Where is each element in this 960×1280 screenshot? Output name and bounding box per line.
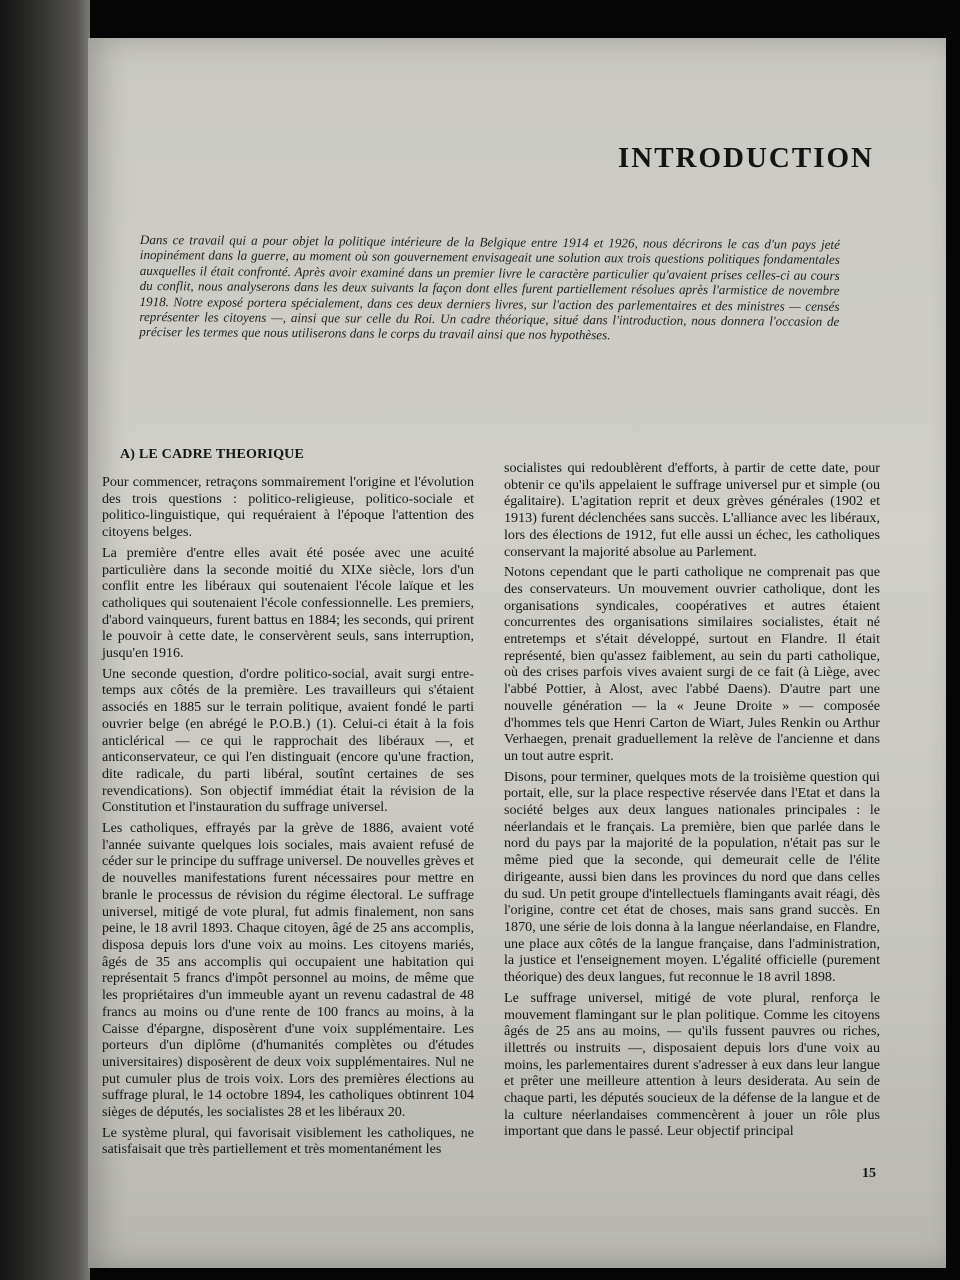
paragraph: Les catholiques, effrayés par la grève de 1886, avaient voté l'année suivante quelques lois sociales, mais avaient refusé de céder sur le principe du suffrage universel. De nouvelles grèves et de nouvelles manifestations furent nécessaires pour mettre en branle le processus de révision du régime électoral. Le suffrage universel, mitigé de vote plural, fut admis finalement, non sans peine, le 18 avril 1893. Chaque citoyen, âgé de 25 ans accomplis, disposa depuis lors d'une voix au moins. Les citoyens mariés, âgés de 35 ans accomplis qui occupaient une habitation qui représentait 5 francs d'impôt personnel au moins, de même que les propriétaires d'un immeuble ayant un revenu cadastral de 48 francs au moins ou d'une rente de 100 francs au moins, à la Caisse d'épargne, disposèrent d'une voix supplémentaire. Les porteurs d'un diplôme (d'humanités complètes ou d'études universitaires) disposèrent de deux voix supplémentaires. Nul ne put cumuler plus de trois voix. Lors des premières élections au suffrage plural, le 14 octobre 1894, les catholiques obtinrent 104 sièges de députés, les socialistes 28 et les libéraux 20. <box>102 820 474 1121</box>
section-heading: A) LE CADRE THEORIQUE <box>120 447 305 462</box>
book-gutter-shadow <box>0 0 90 1280</box>
paragraph: Pour commencer, retraçons sommairement l'origine et l'évolution des trois questions : politico-religieuse, politico-sociale et politico-linguistique, qui requéraient à l'époque l'attention des citoyens belges. <box>102 474 474 541</box>
paragraph: Le suffrage universel, mitigé de vote plural, renforça le mouvement flamingant sur le plan politique. Comme les citoyens âgés de 25 ans au moins, — qu'ils fussent pauvres ou riches, illettrés ou instruits —, disposaient depuis lors d'une voix au moins, les parlementaires durent s'adresser à eux dans leur langue et prêter une meilleure attention à leurs desiderata. Au sein de chaque parti, les députés soucieux de la défense de la langue et de la culture néerlandaises commencèrent à jouer un rôle plus important que dans le passé. Leur objectif principal <box>504 989 880 1140</box>
intro-paragraph: Dans ce travail qui a pour objet la politique intérieure de la Belgique entre 1914 et 1926, nous décrirons le cas d'un pays jeté inopinément dans la guerre, au moment où son gouvernement envisageait une solution aux trois questions politiques fondamentales auxquelles il était confronté. Après avoir examiné dans un premier livre le caractère particulier qu'avaient prises celles-ci au cours du conflit, nous analyserons dans les deux suivants la façon dont elles furent partiellement résolues après l'armistice de novembre 1918. Notre exposé portera spécialement, dans ces deux derniers livres, sur l'action des parlementaires et des ministres — censés représenter les citoyens —, ainsi que sur celle du Roi. Un cadre théorique, situé dans l'introduction, nous donnera l'occasion de préciser les termes que nous utiliserons dans le corps du travail ainsi que nos hypothèses. <box>139 232 840 343</box>
paragraph: La première d'entre elles avait été posée avec une acuité particulière dans la seconde moitié du XIXe siècle, lors d'un conflit entre les libéraux qui soutenaient l'école laïque et les catholiques qui soutenaient l'école confessionnelle. Les premiers, d'abord vainqueurs, furent battus en 1884; les seconds, qui prirent le pouvoir à cette date, le conservèrent seuls, sans interruption, jusqu'en 1916. <box>102 544 474 662</box>
paragraph: Notons cependant que le parti catholique ne comprenait pas que des conservateurs. Un mouvement ouvrier catholique, dont les organisations syndicales, coopératives et autres étaient concurrentes des organisations similaires socialistes, était né entretemps et s'était développé, surtout en Flandre. Il était représenté, bien qu'assez faiblement, au sein du parti catholique, où des crises parfois vives avaient surgi de ce fait (à Liège, avec l'abbé Pottier, à Alost, avec l'abbé Daens). D'autre part une nouvelle génération — la « Jeune Droite » — composée d'hommes tels que Henri Carton de Wiart, Jules Renkin ou Arthur Verhaegen, prenait graduellement la relève de l'ancienne et dans un tout autre esprit. <box>504 564 880 764</box>
paragraph: Une seconde question, d'ordre politico-social, avait surgi entre-temps aux côtés de la première. Les travailleurs qui s'étaient associés en 1885 sur le terrain politique, avaient fondé le parti ouvrier belge (en abrégé le P.O.B.) (1). Celui-ci était à la fois anticlérical — ce qui le rapprochait des libéraux —, et anticonservateur, ce qui l'en distinguait (encore qu'une fraction, dite radicale, du parti libéral, soutînt certaines de ses revendications). Son objectif immédiat était la révision de la Constitution et l'instauration du suffrage universel. <box>102 665 474 816</box>
left-column <box>102 474 474 1162</box>
paragraph: socialistes qui redoublèrent d'efforts, à partir de cette date, pour obtenir ce qu'ils appelaient le suffrage universel pur et simple (ou égalitaire). L'agitation reprit et deux grèves générales (1902 et 1913) furent déclenchées sans succès. L'alliance avec les libéraux, lors des élections de 1912, fut elle aussi un échec, les catholiques conservant la majorité absolue au Parlement. <box>504 460 880 560</box>
paragraph: Le système plural, qui favorisait visiblement les catholiques, ne satisfaisait que très partiellement et très momentanément les <box>102 1124 474 1158</box>
page-title: INTRODUCTION <box>617 142 874 174</box>
page-number: 15 <box>862 1166 876 1181</box>
book-page <box>88 38 946 1268</box>
paragraph: Disons, pour terminer, quelques mots de la troisième question qui portait, elle, sur la place respective réservée dans l'Etat et dans la société belges aux deux langues nationales principales : le néerlandais et le français. La première, bien que parlée dans le nord du pays par la majorité de la population, n'était pas sur le même pied que la seconde, qui demeurait celle de l'élite dirigeante, aussi bien dans les provinces du nord que dans celles du sud. Un petit groupe d'intellectuels flamingants avait réagi, dès l'origine, contre cet état de choses, mais sans grand succès. En 1870, une série de lois donna à la langue néerlandaise, en Flandre, une place aux côtés de la langue française, dans l'administration, la justice et l'enseignement moyen. L'égalité officielle (purement théorique) des deux langues, fut reconnue le 18 avril 1898. <box>504 768 880 986</box>
right-column <box>504 460 880 1144</box>
